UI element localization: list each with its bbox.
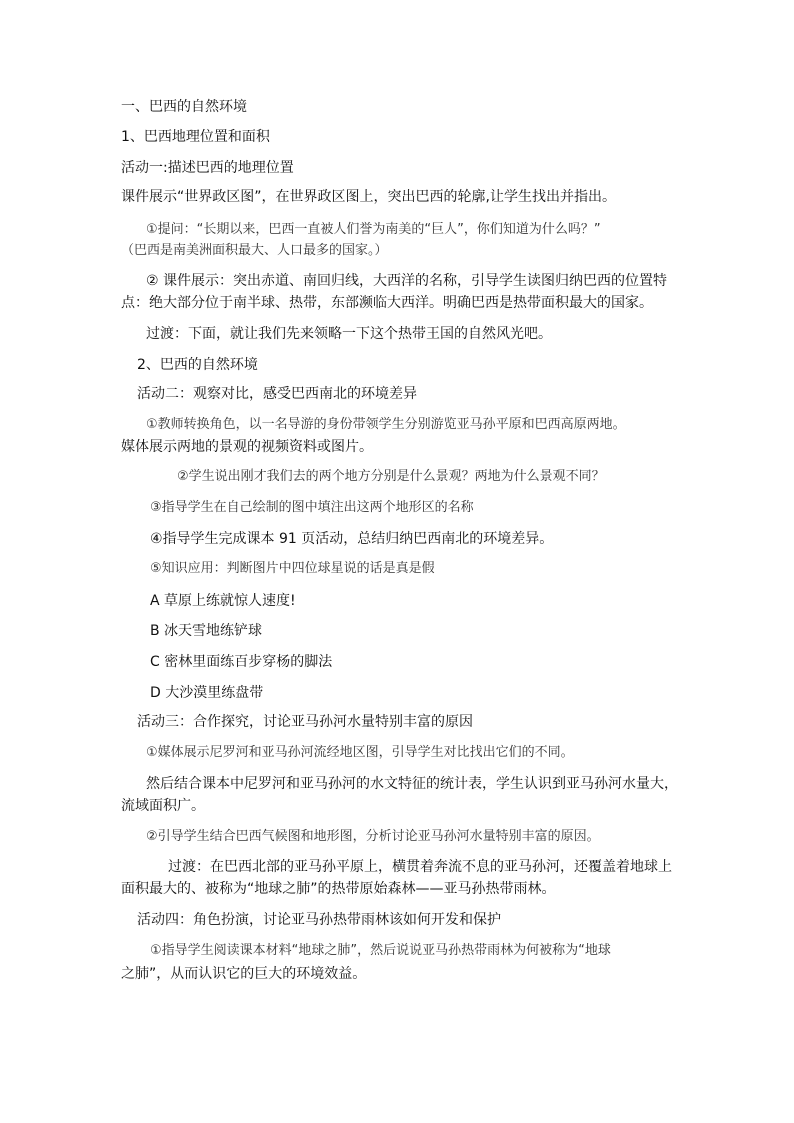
option-b: B 冰天雪地练铲球: [150, 623, 263, 639]
transition-line: 过渡：下面，就让我们先来领略一下这个热带王国的自然风光吧。: [146, 326, 552, 342]
paragraph-line: 课件展示“世界政区图”，在世界政区图上，突出巴西的轮廓,让学生找出并指出。: [121, 189, 616, 205]
paragraph-line: （巴西是南美洲面积最大、人口最多的国家。）: [121, 243, 388, 258]
paragraph-line: 媒体展示两地的景观的视频资料或图片。: [121, 439, 373, 455]
transition-line: 过渡：在巴西北部的亚马孙平原上，横贯着奔流不息的亚马孙河，还覆盖着地球上: [168, 859, 672, 875]
option-d: D 大沙漠里练盘带: [150, 685, 264, 701]
paragraph-line: ②学生说出刚才我们去的两个地方分别是什么景观？两地为什么景观不同？: [177, 469, 605, 484]
paragraph-line: 之肺”，从而认识它的巨大的环境效益。: [121, 966, 367, 982]
paragraph-line: ③指导学生在自己绘制的图中填注出这两个地形区的名称: [150, 500, 474, 515]
paragraph-line: 点：绝大部分位于南半球、热带，东部濒临大西洋。明确巴西是热带面积最大的国家。: [121, 295, 653, 311]
paragraph-line: ② 课件展示：突出赤道、南回归线，大西洋的名称，引导学生读图归纳巴西的位置特: [146, 273, 667, 289]
subheading-location: 1、巴西地理位置和面积: [121, 129, 270, 145]
paragraph-line: ①教师转换角色，以一名导游的身份带领学生分别游览亚马孙平原和巴西高原两地。: [146, 417, 626, 432]
paragraph-line: 面积最大的、被称为“地球之肺”的热带原始森林——亚马孙热带雨林。: [121, 881, 556, 897]
activity-two-title: 活动二：观察对比，感受巴西南北的环境差异: [137, 386, 417, 402]
option-a: A 草原上练就惊人速度!: [150, 593, 296, 609]
paragraph-line: 流域面积广。: [121, 798, 205, 814]
paragraph-line: 然后结合课本中尼罗河和亚马孙河的水文特征的统计表，学生认识到亚马孙河水量大，: [146, 776, 678, 792]
paragraph-line: ⑤知识应用：判断图片中四位球星说的话是真是假: [150, 561, 435, 576]
paragraph-line: ①提问：“长期以来，巴西一直被人们誉为南美的“巨人”，你们知道为什么吗？”: [146, 222, 601, 237]
activity-three-title: 活动三：合作探究，讨论亚马孙河水量特别丰富的原因: [137, 714, 473, 730]
paragraph-line: ①媒体展示尼罗河和亚马孙河流经地区图，引导学生对比找出它们的不同。: [146, 745, 574, 760]
activity-four-title: 活动四：角色扮演，讨论亚马孙热带雨林该如何开发和保护: [137, 912, 501, 928]
heading-section-1: 一、巴西的自然环境: [121, 99, 247, 115]
paragraph-line: ④指导学生完成课本 91 页活动，总结归纳巴西南北的环境差异。: [150, 531, 554, 547]
option-c: C 密林里面练百步穿杨的脚法: [150, 654, 333, 670]
subheading-environment: 2、巴西的自然环境: [137, 357, 258, 373]
activity-one-title: 活动一:描述巴西的地理位置: [121, 160, 294, 176]
paragraph-line: ②引导学生结合巴西气候图和地形图，分析讨论亚马孙河水量特别丰富的原因。: [146, 829, 600, 844]
paragraph-line: ①指导学生阅读课本材料“地球之肺”，然后说说亚马孙热带雨林为何被称为“地球: [150, 943, 611, 958]
